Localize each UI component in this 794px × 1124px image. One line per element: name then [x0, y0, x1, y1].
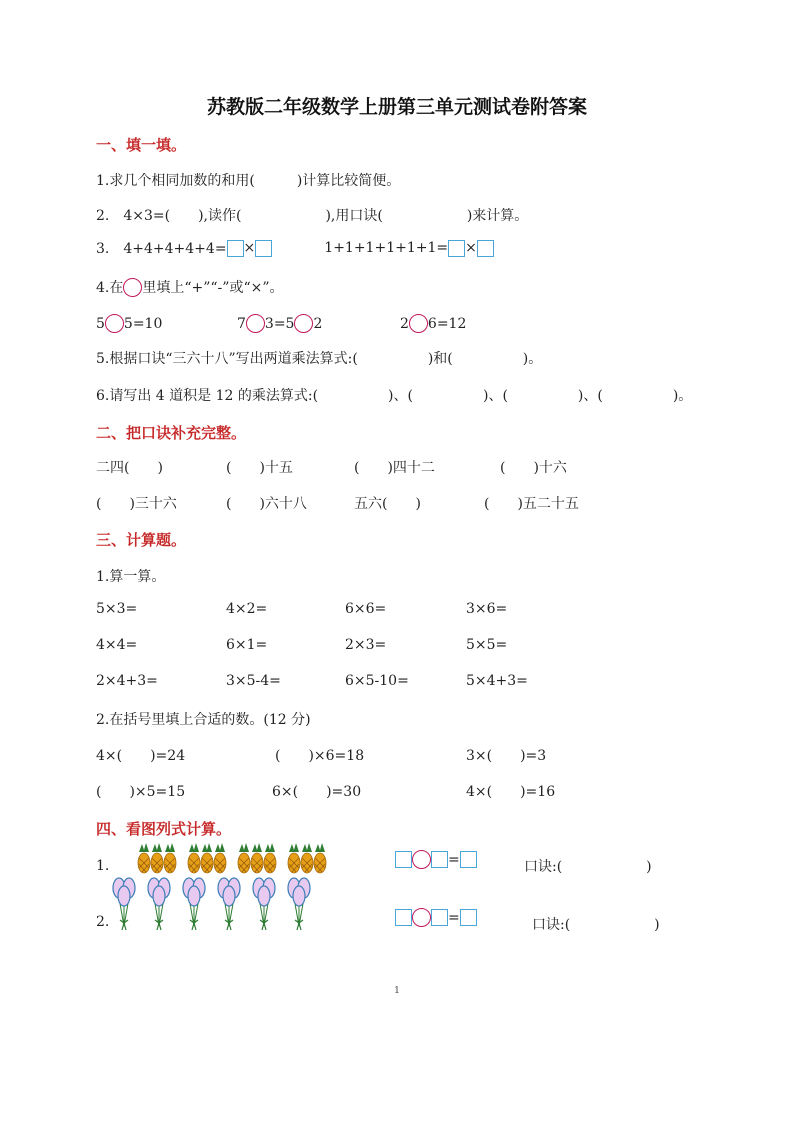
q1-line-1: 1.求几个相同加数的和用( )计算比较简便。	[96, 173, 401, 189]
q1-line-2: 2. 4×3=( ),读作( ),用口诀( )来计算。	[96, 208, 529, 224]
q1-4-item-c	[400, 314, 466, 333]
equals-sign: =	[448, 909, 460, 926]
pineapple-image	[134, 842, 334, 876]
times-sign: ×	[465, 240, 477, 256]
balloon-bunch-icon	[113, 878, 135, 930]
circle-icon	[123, 278, 142, 297]
operand: 3=5	[264, 315, 295, 332]
koujue-answer-2: 口诀:( )	[532, 917, 660, 933]
calc-item: 5×3=	[96, 601, 138, 617]
pineapple-icon	[151, 843, 163, 873]
operand: 2	[313, 315, 323, 332]
koujue-item: ( )十五	[226, 460, 293, 476]
koujue-item: ( )三十六	[96, 496, 177, 512]
answer-box[interactable]	[395, 909, 412, 926]
calc-item: 2×3=	[345, 637, 387, 653]
koujue-item: ( )十六	[500, 460, 567, 476]
q1-3-expr-a: 3. 4+4+4+4+4=	[96, 241, 227, 257]
pineapple-icon	[164, 843, 176, 873]
calc-item: 5×4+3=	[466, 673, 528, 689]
balloon-bunch-icon	[218, 878, 240, 930]
calc-item: 6×5-10=	[345, 673, 409, 689]
pineapple-icon	[188, 843, 200, 873]
koujue-item: ( )六十八	[226, 496, 307, 512]
fill-item: 3×( )=3	[466, 748, 547, 764]
calc-item: 3×6=	[466, 601, 508, 617]
balloon-bunch-icon	[183, 878, 205, 930]
q4-number-2: 2.	[96, 914, 110, 930]
pineapple-icon	[264, 843, 276, 873]
answer-box[interactable]	[460, 909, 477, 926]
answer-box[interactable]	[477, 240, 494, 257]
calc-item: 6×6=	[345, 601, 387, 617]
q4-number-1: 1.	[96, 858, 110, 874]
fill-item: 4×( )=24	[96, 748, 186, 764]
koujue-item: ( )四十二	[354, 460, 435, 476]
koujue-item: 五六( )	[354, 496, 421, 512]
koujue-item: ( )五二十五	[484, 496, 579, 512]
q1-3-expr-b: 1+1+1+1+1+1=	[324, 240, 449, 256]
answer-box[interactable]	[431, 851, 448, 868]
balloon-bunch-icon	[288, 878, 310, 930]
fill-item: ( )×6=18	[275, 748, 365, 764]
operator-circle[interactable]	[412, 908, 431, 927]
q4-equation-2	[395, 908, 477, 927]
calc-item: 4×2=	[226, 601, 268, 617]
pineapple-icon	[201, 843, 213, 873]
fill-item: 4×( )=16	[466, 784, 556, 800]
operand: 6=12	[427, 315, 467, 332]
q4-equation-1	[395, 850, 477, 869]
section-1-heading: 一、填一填。	[96, 136, 187, 154]
times-sign: ×	[243, 240, 256, 256]
operator-circle[interactable]	[409, 314, 428, 333]
operand: 7	[237, 315, 246, 332]
q1-4-suffix: 里填上“+”“-”或“×”。	[142, 280, 284, 296]
balloon-bunch-icon	[253, 878, 275, 930]
q1-line-4	[96, 277, 284, 297]
koujue-item: 二四( )	[96, 460, 163, 476]
operator-circle[interactable]	[105, 314, 124, 333]
answer-box[interactable]	[395, 851, 412, 868]
q1-4-item-a	[96, 314, 162, 333]
answer-box[interactable]	[227, 240, 244, 257]
q1-line-5: 5.根据口诀“三六十八”写出两道乘法算式:( )和( )。	[96, 351, 543, 367]
page-number: 1	[394, 986, 400, 996]
q1-line-6: 6.请写出 4 道积是 12 的乘法算式:( )、( )、( )、( )。	[96, 388, 693, 404]
q3-sub-1: 1.算一算。	[96, 569, 166, 585]
calc-item: 3×5-4=	[226, 673, 281, 689]
section-3-heading: 三、计算题。	[96, 531, 187, 549]
operand: 5	[96, 315, 105, 332]
fill-item: 6×( )=30	[272, 784, 362, 800]
answer-box[interactable]	[448, 240, 465, 257]
calc-item: 2×4+3=	[96, 673, 158, 689]
pineapple-icon	[314, 843, 326, 873]
pineapple-icon	[238, 843, 250, 873]
q1-4-item-b	[237, 314, 322, 333]
operator-circle[interactable]	[246, 314, 265, 333]
page-title: 苏教版二年级数学上册第三单元测试卷附答案	[206, 96, 587, 118]
calc-item: 5×5=	[466, 637, 508, 653]
section-4-heading: 四、看图列式计算。	[96, 820, 232, 838]
pineapple-icon	[214, 843, 226, 873]
operator-circle[interactable]	[294, 314, 313, 333]
calc-item: 6×1=	[226, 637, 268, 653]
calc-item: 4×4=	[96, 637, 138, 653]
fill-item: ( )×5=15	[96, 784, 186, 800]
koujue-answer-1: 口诀:( )	[524, 859, 652, 875]
pineapple-icon	[138, 843, 150, 873]
balloon-bunch-icon	[148, 878, 170, 930]
balloon-image	[108, 876, 318, 932]
operator-circle[interactable]	[412, 850, 431, 869]
pineapple-icon	[251, 843, 263, 873]
equals-sign: =	[448, 851, 460, 868]
q3-sub-2: 2.在括号里填上合适的数。(12 分)	[96, 712, 311, 728]
answer-box[interactable]	[460, 851, 477, 868]
pineapple-icon	[301, 843, 313, 873]
operand: 5=10	[123, 315, 163, 332]
section-2-heading: 二、把口诀补充完整。	[96, 424, 247, 442]
q1-line-3	[96, 238, 494, 258]
operand: 2	[400, 315, 409, 332]
pineapple-icon	[288, 843, 300, 873]
answer-box[interactable]	[255, 240, 272, 257]
q1-4-prefix: 4.在	[96, 280, 124, 296]
answer-box[interactable]	[431, 909, 448, 926]
